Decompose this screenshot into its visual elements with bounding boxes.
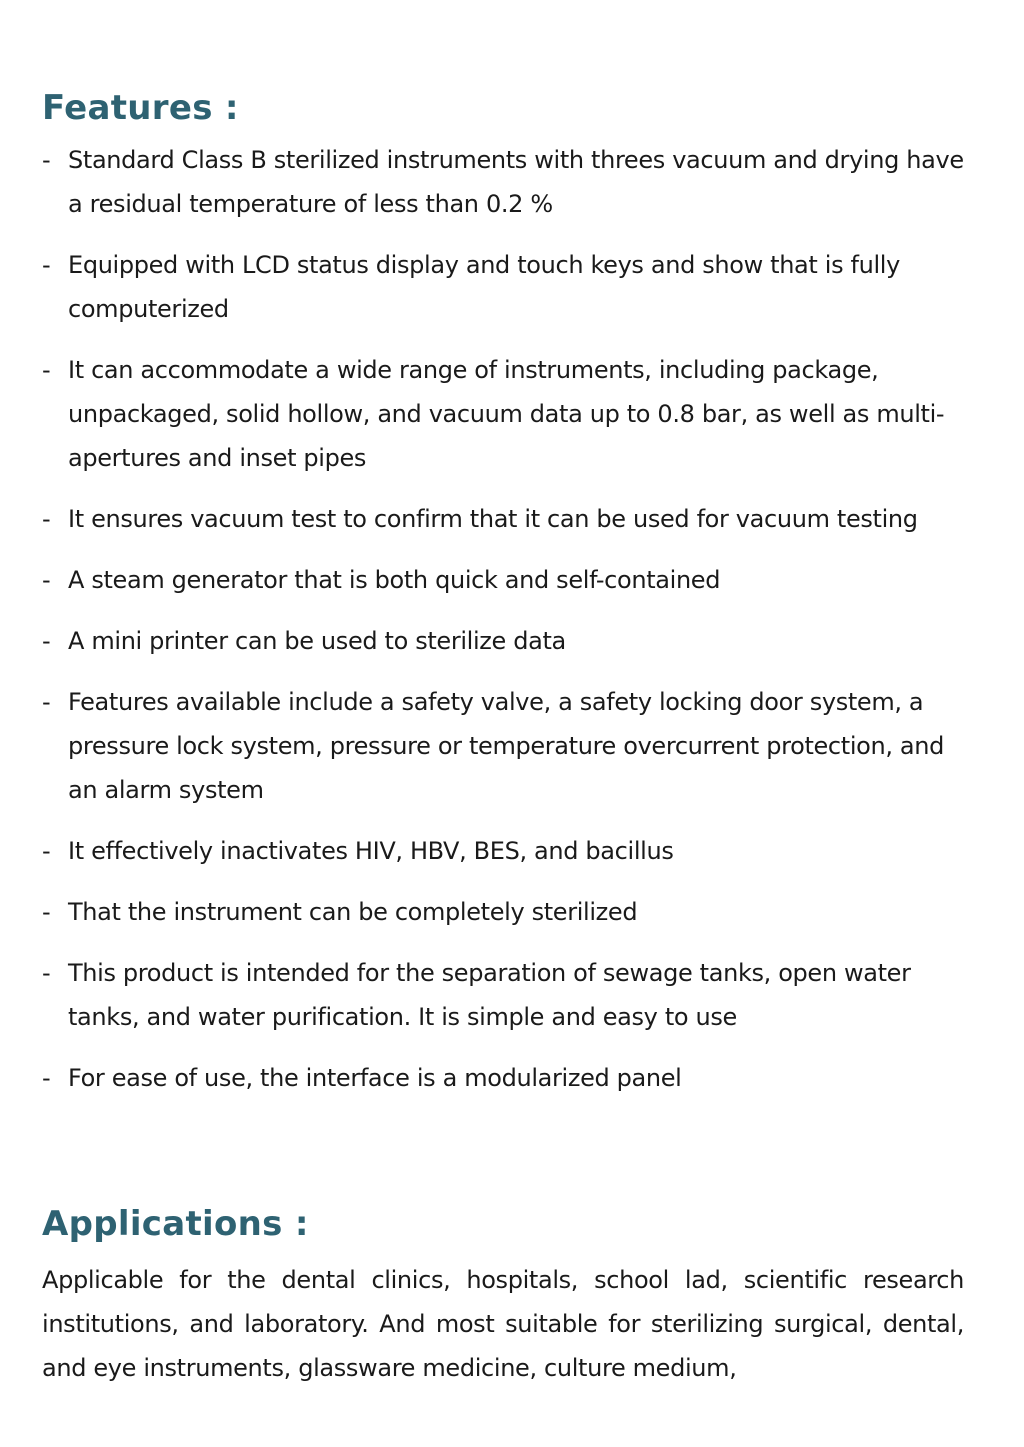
feature-item-text: That the instrument can be completely sterilized: [68, 898, 638, 926]
feature-item: [42, 619, 964, 663]
feature-item-text: A mini printer can be used to sterilize data: [68, 627, 566, 655]
feature-item-text: It ensures vacuum test to confirm that it can be used for vacuum testing: [68, 505, 918, 533]
feature-item-text: Standard Class B sterilized instruments with threes vacuum and drying have a residual temperature of less than 0.2 %: [68, 146, 964, 218]
list-bullet: -: [42, 1064, 51, 1092]
features-heading: Features :: [42, 88, 239, 128]
applications-paragraph: Applicable for the dental clinics, hospitals, school lad, scientific research institutions, and laboratory. And most suitable for sterilizing surgical, dental, and eye instruments, glassware medicine, culture medium,: [42, 1266, 964, 1382]
feature-item: [42, 497, 964, 541]
applications-heading: Applications :: [42, 1204, 309, 1244]
list-bullet: -: [42, 566, 51, 594]
feature-item-text: For ease of use, the interface is a modularized panel: [68, 1064, 682, 1092]
feature-item: [42, 348, 964, 480]
feature-item: [42, 1056, 964, 1100]
features-list: [42, 138, 964, 1100]
list-bullet: -: [42, 251, 51, 279]
feature-item-text: It can accommodate a wide range of instruments, including package, unpackaged, solid hollow, and vacuum data up to 0.8 bar, as well as multi-apertures and inset pipes: [68, 356, 945, 472]
feature-item: [42, 243, 964, 331]
feature-item: [42, 558, 964, 602]
feature-item: [42, 680, 964, 812]
feature-item-text: Features available include a safety valve, a safety locking door system, a pressure lock system, pressure or temperature overcurrent protection, and an alarm system: [68, 688, 945, 804]
list-bullet: -: [42, 688, 51, 716]
feature-item: [42, 890, 964, 934]
list-bullet: -: [42, 898, 51, 926]
feature-item: [42, 951, 964, 1039]
feature-item-text: Equipped with LCD status display and touch keys and show that is fully computerized: [68, 251, 900, 323]
feature-item: [42, 829, 964, 873]
list-bullet: -: [42, 837, 51, 865]
list-bullet: -: [42, 356, 51, 384]
list-bullet: -: [42, 959, 51, 987]
list-bullet: -: [42, 505, 51, 533]
feature-item-text: It effectively inactivates HIV, HBV, BES, and bacillus: [68, 837, 674, 865]
feature-item-text: A steam generator that is both quick and self-contained: [68, 566, 721, 594]
feature-item-text: This product is intended for the separation of sewage tanks, open water tanks, and water purification. It is simple and easy to use: [68, 959, 911, 1031]
list-bullet: -: [42, 146, 51, 174]
feature-item: [42, 138, 964, 226]
list-bullet: -: [42, 627, 51, 655]
document-page: [42, 82, 964, 1390]
